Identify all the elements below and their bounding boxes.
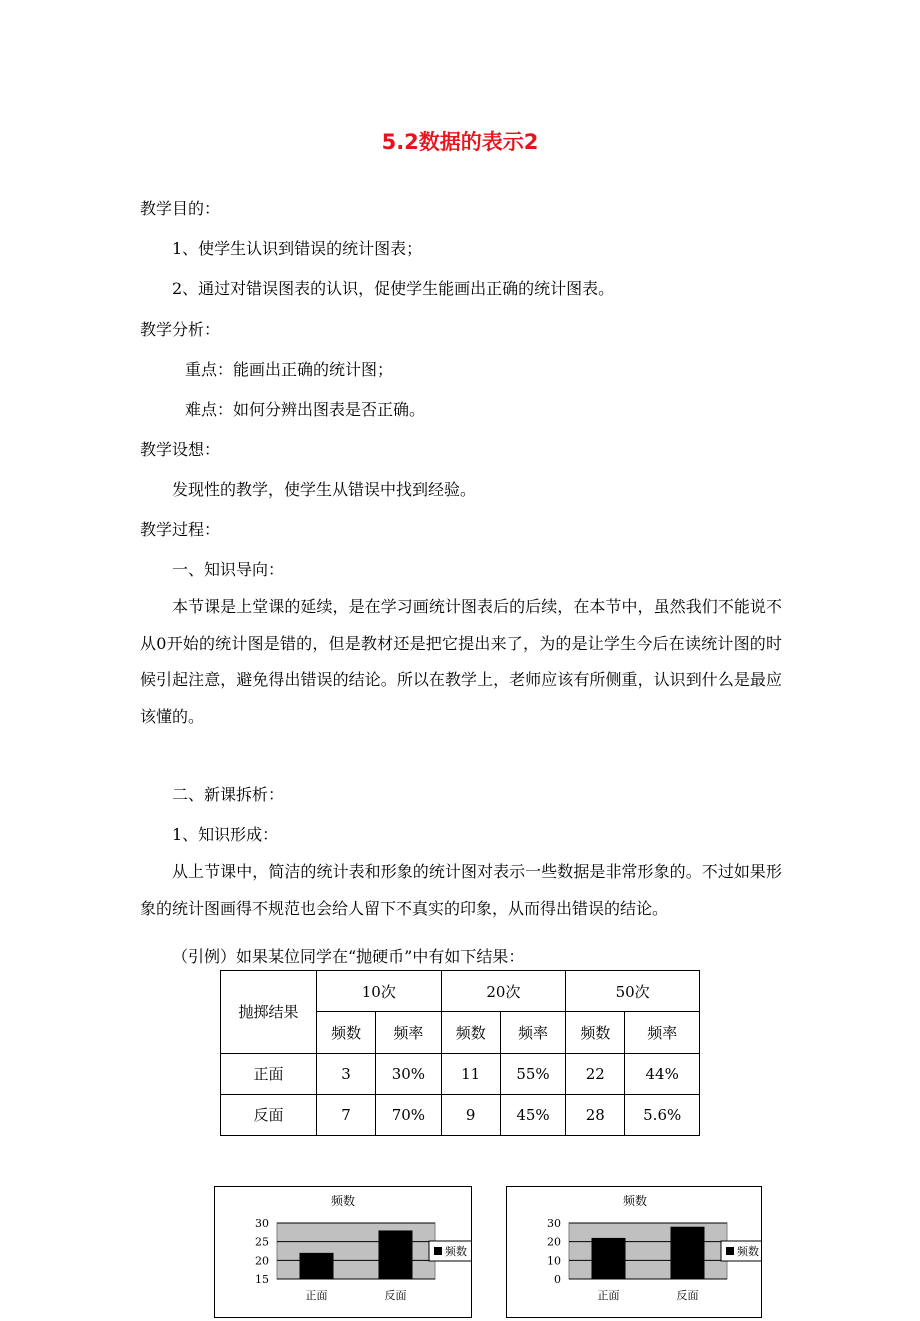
table-cell: 9 <box>441 1094 500 1135</box>
legend-label: 频数 <box>737 1245 759 1258</box>
bar <box>671 1227 705 1279</box>
goal-item-2: 2、通过对错误图表的认识，促使学生能画出正确的统计图表。 <box>172 279 615 298</box>
y-tick-label: 30 <box>547 1217 561 1230</box>
legend-label: 频数 <box>445 1245 467 1258</box>
table-sub-header: 频率 <box>500 1012 565 1053</box>
table-group-header: 50次 <box>566 971 700 1012</box>
paragraph-2: 从上节课中，简洁的统计表和形象的统计图对表示一些数据是非常形象的。不过如果形象的统计图画得不规范也会给人留下不真实的印象，从而得出错误的结论。 <box>140 862 782 918</box>
y-tick-label: 25 <box>255 1235 269 1249</box>
bar <box>300 1253 334 1279</box>
chart-svg <box>507 1187 761 1317</box>
table-cell: 30% <box>376 1053 441 1094</box>
table-cell: 7 <box>317 1094 376 1135</box>
table-sub-header: 频率 <box>625 1012 700 1053</box>
idea-text: 发现性的教学，使学生从错误中找到经验。 <box>172 480 477 499</box>
table-group-header: 10次 <box>317 971 442 1012</box>
process-heading: 教学过程： <box>140 520 221 539</box>
goal-heading: 教学目的： <box>140 199 221 218</box>
x-tick-label: 正面 <box>597 1289 620 1302</box>
table-cell: 45% <box>500 1094 565 1135</box>
goal-item-1: 1、使学生认识到错误的统计图表； <box>172 239 423 258</box>
example-line: （引例）如果某位同学在“抛硬币”中有如下结果： <box>172 947 525 966</box>
y-tick-label: 0 <box>554 1273 561 1286</box>
y-tick-label: 15 <box>255 1273 269 1286</box>
table-cell: 5.6% <box>625 1094 700 1135</box>
y-tick-label: 20 <box>255 1254 269 1268</box>
results-table <box>220 970 700 1136</box>
difficulty-point: 难点：如何分辨出图表是否正确。 <box>185 400 426 419</box>
table-cell: 3 <box>317 1053 376 1094</box>
section-2-heading: 二、新课拆析： <box>172 785 285 804</box>
table-corner-cell: 抛掷结果 <box>221 971 317 1054</box>
table-sub-header: 频数 <box>441 1012 500 1053</box>
idea-heading: 教学设想： <box>140 440 221 459</box>
y-tick-label: 20 <box>547 1235 561 1249</box>
y-tick-label: 30 <box>255 1217 269 1230</box>
chart-title: 频数 <box>622 1194 648 1208</box>
table-cell: 44% <box>625 1053 700 1094</box>
table-sub-header: 频率 <box>376 1012 441 1053</box>
table-cell: 70% <box>376 1094 441 1135</box>
table-sub-header: 频数 <box>566 1012 625 1053</box>
key-point: 重点：能画出正确的统计图； <box>185 360 394 379</box>
subsection-1-heading: 1、知识形成： <box>172 825 279 844</box>
table-sub-header: 频数 <box>317 1012 376 1053</box>
page-title: 5.2数据的表示2 <box>381 130 539 154</box>
analysis-heading: 教学分析： <box>140 320 221 339</box>
bar <box>592 1238 626 1279</box>
table-cell: 55% <box>500 1053 565 1094</box>
chart-title: 频数 <box>330 1194 356 1208</box>
legend-swatch <box>726 1247 734 1255</box>
table-row <box>221 1094 700 1135</box>
x-tick-label: 反面 <box>676 1289 699 1302</box>
table-cell: 11 <box>441 1053 500 1094</box>
table-group-header: 20次 <box>441 971 566 1012</box>
chart-svg <box>215 1187 471 1317</box>
table-cell: 22 <box>566 1053 625 1094</box>
chart-truncated-axis <box>214 1186 472 1318</box>
chart-zero-axis <box>506 1186 762 1318</box>
legend-swatch <box>434 1247 442 1255</box>
table-cell: 28 <box>566 1094 625 1135</box>
row-label: 反面 <box>221 1094 317 1135</box>
bar <box>379 1230 413 1279</box>
y-tick-label: 10 <box>547 1254 561 1268</box>
table-row <box>221 1053 700 1094</box>
section-1-heading: 一、知识导向： <box>172 560 285 579</box>
paragraph-1: 本节课是上堂课的延续，是在学习画统计图表后的后续，在本节中，虽然我们不能说不从0开始的统计图是错的，但是教材还是把它提出来了，为的是让学生今后在读统计图的时候引起注意，避免得出错误的结论。所以在教学上，老师应该有所侧重，认识到什么是最应该懂的。 <box>140 597 782 726</box>
row-label: 正面 <box>221 1053 317 1094</box>
x-tick-label: 反面 <box>384 1289 407 1302</box>
x-tick-label: 正面 <box>305 1289 328 1302</box>
